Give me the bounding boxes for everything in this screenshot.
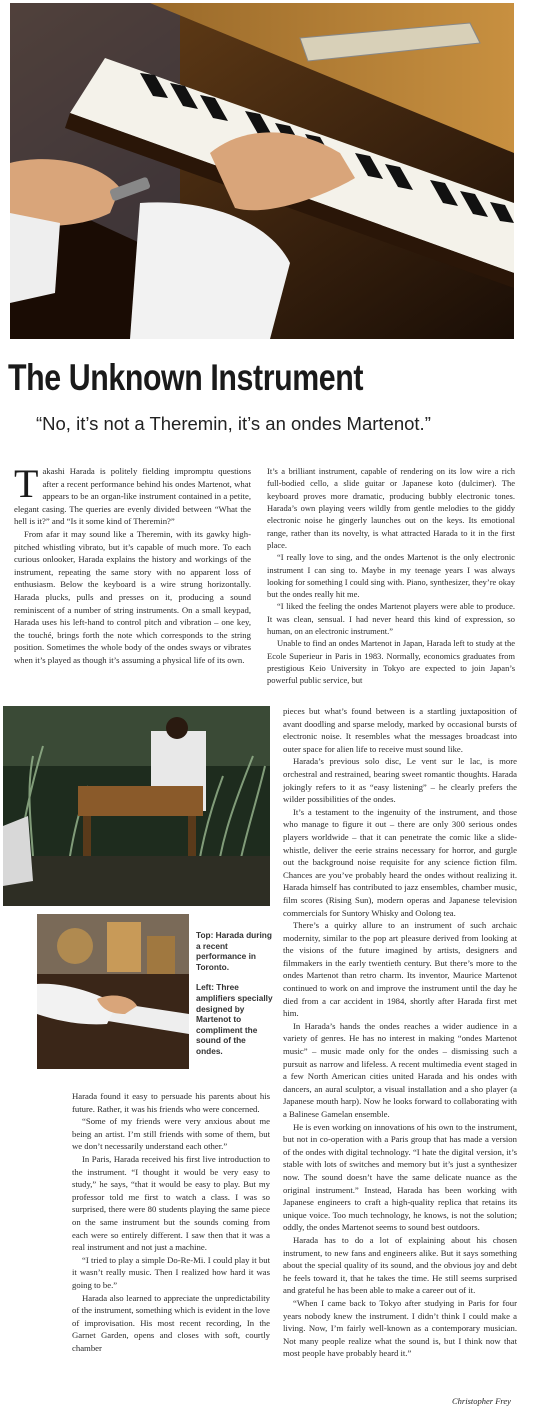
amplifiers-photo xyxy=(37,914,189,1069)
article-title: The Unknown Instrument xyxy=(8,357,364,398)
caption-left: Left: Three amplifiers specially designed by Martenot to compliment the sound of the ondes. xyxy=(196,982,273,1056)
performance-photo xyxy=(3,706,270,906)
paragraph: Unable to find an ondes Martenot in Japan, Harada left to study at the Ecole Superieur in Paris in 1983. Normally, economics graduates from prestigious Keio University in Tokyo are expected to join Japan’s powerful public service, but xyxy=(267,638,515,686)
author-byline: Christopher Frey xyxy=(452,1396,511,1406)
paragraph: Takashi Harada is politely fielding impromptu questions after a recent performance behind his ondes Martenot, what appears to be an organ-like instrument contained in a petite, elegant casing. The queries are evenly divided between “What the hell is it?” and “Is it some kind of Theremin?” xyxy=(14,461,251,527)
paragraph: Harada found it easy to persuade his parents about his future. Rather, it was his friends who were concerned. xyxy=(72,1091,270,1114)
paragraph: He is even working on innovations of his own to the instrument, but not in co-operation with a Paris group that has made a version of the ondes with digital technology. “I hate the digital version, it’s stable with lots of switches and memory but it’s just a synthesizer now. The sound doesn’t have the same delicate nuance as the original instrument.” Instead, Harada has been working with Japanese engineers to craft a high-quality replica that retains its unique voice. Too much technology, he knows, is not the solution; oddly, the ondes Martenot seems to sound best outdoors. xyxy=(283,1121,517,1233)
paragraph: In Harada’s hands the ondes reaches a wider audience in a variety of genres. He has no interest in making “ondes Martenot music” – music made only for the ondes – dismissing such a pursuit as narrow and lifeless. A recent multimedia event staged in a few North American cities united Harada and his ondes with dancers, an aural sculptor, a visual installation and a sho player (a Japanese mouth harp). Now he looks forward to collaborating with a Balinese Gamelan ensemble. xyxy=(283,1020,517,1119)
paragraph: “When I came back to Tokyo after studying in Paris for four years nobody knew the instrument. I didn’t think I could make a living. Now, I’m fairly well-known as a contemporary musician. Not many people realize what the sound is, but I think now that most people have probably heard it.” xyxy=(283,1297,517,1359)
paragraph: “I liked the feeling the ondes Martenot players were able to produce. It was clean, sensual. I had never heard this kind of expression, so human, on an electronic instrument.” xyxy=(267,601,515,637)
paragraph: There’s a quirky allure to an instrument of such archaic modernity, similar to the pop art pleasure derived from looking at the visions of the future imagined by artists, designers and filmmakers in the early twentieth century. But there’s more to the ondes Martenot than retro charm. Its inventor, Maurice Martenot continued to work on and improve the instrument until the day he died from a car accident in 1984, shortly after Harada first met him. xyxy=(283,920,517,1019)
column-four xyxy=(72,1090,270,1354)
column-three xyxy=(283,705,517,1360)
paragraph: Harada’s previous solo disc, Le vent sur le lac, is more orchestral and restrained, bearing sweet romantic thoughts. Harada jokingly refers to it as “easy listening” – he clearly prefers the wilder possibilities of the ondes. xyxy=(283,756,517,805)
photo-captions xyxy=(196,930,274,1067)
article-subtitle: “No, it’s not a Theremin, it’s an ondes Martenot.” xyxy=(36,413,431,434)
paragraph: pieces but what’s found between is a startling juxtaposition of avant doodling and sparse melody, marked by occasional bursts of electronic noise. It resembles what the messages broadcast into outer space for alien life to receive must sound like. xyxy=(283,706,517,754)
paragraph: “Some of my friends were very anxious about me being an artist. I’m still friends with some of them, but we don’t necessarily understand each other.” xyxy=(72,1116,270,1152)
drop-cap: T xyxy=(14,461,39,506)
paragraph: Harada has to do a lot of explaining about his chosen instrument, to new fans and engineers alike. But it says something about the special quality of its sound, and the obvious joy and debt he feels toward it, that he takes the time. He still seems surprised and grateful he has been able to make a career out of it. xyxy=(283,1234,517,1296)
paragraph: “I really love to sing, and the ondes Martenot is the only electronic instrument I can sing to. Maybe in my teenage years I was always looking for something I could sing with. Piano, synthesizer, they’re okay but the ondes really hit me. xyxy=(267,552,515,600)
paragraph: In Paris, Harada received his first live introduction to the instrument. “I thought it would be very easy to study,” he says, “that it would be easy to play. But my professor told me first to watch a class. I was so surprised, there were 80 students playing the same piece on the same instrument but the sounds coming from each were so entirely different. I saw then that it was a real instrument and not just a machine. xyxy=(72,1153,270,1253)
caption-top: Top: Harada during a recent performance in Toronto. xyxy=(196,930,272,972)
column-intro xyxy=(14,461,251,667)
paragraph: It’s a brilliant instrument, capable of rendering on its low wire a rich full-bodied cello, a slide guitar or Japanese koto (dulcimer). The keyboard proves more dramatic, producing bubbly electronic tones. Harada’s own playing veers wildly from gentle melodies to the giddy electronic noise he gingerly launches out on the keys. Its emotional range, rather than its novelty, is what attracted Harada to it in the first place. xyxy=(267,466,515,550)
paragraph: Harada also learned to appreciate the unpredictability of the instrument, something which is evident in the love of improvisation. His most recent recording, In the Garnet Garden, opens and closes with soft, courtly chamber xyxy=(72,1292,270,1353)
paragraph: It’s a testament to the ingenuity of the instrument, and those who manage to figure it out – there are only 300 serious ondes players worldwide – that it can penetrate the comic like a slide-whistle, deliver the eerie strains necessary for horror, and gurgle out the background noise requisite for any science fiction film. Chances are you’ve probably heard the ondes without realizing it. Harada himself has contributed to jazz ensembles, chamber music, film scores (Rising Sun), modern operas and Japanese television commercials for Suntory Whisky and Oolong tea. xyxy=(283,806,517,918)
paragraph: “I tried to play a simple Do-Re-Mi. I could play it but it wasn’t really music. Then I realized how hard it was going to be.” xyxy=(72,1254,270,1290)
column-two xyxy=(267,465,515,687)
paragraph: From afar it may sound like a Theremin, with its gawky high-pitched whistling vibrato, but it’s capable of much more. To each curious onlooker, Harada explains the history and workings of the instrument, repeating the same story with no apparent loss of enthusiasm. Below the keyboard is a wire strung horizontally. Harada plucks, pulls and presses on it, producing a sound reminiscent of a number of string instruments. On a small keypad, Harada uses his left-hand to control pitch and vibration – one key, the touché, brings forth the note which corresponds to the string position. Sometimes the whole body of the ondes sways or vibrates when it’s played as though it’s assuming a physical life of its own. xyxy=(14,528,251,665)
hero-photo-ondes-keyboard xyxy=(10,3,514,339)
